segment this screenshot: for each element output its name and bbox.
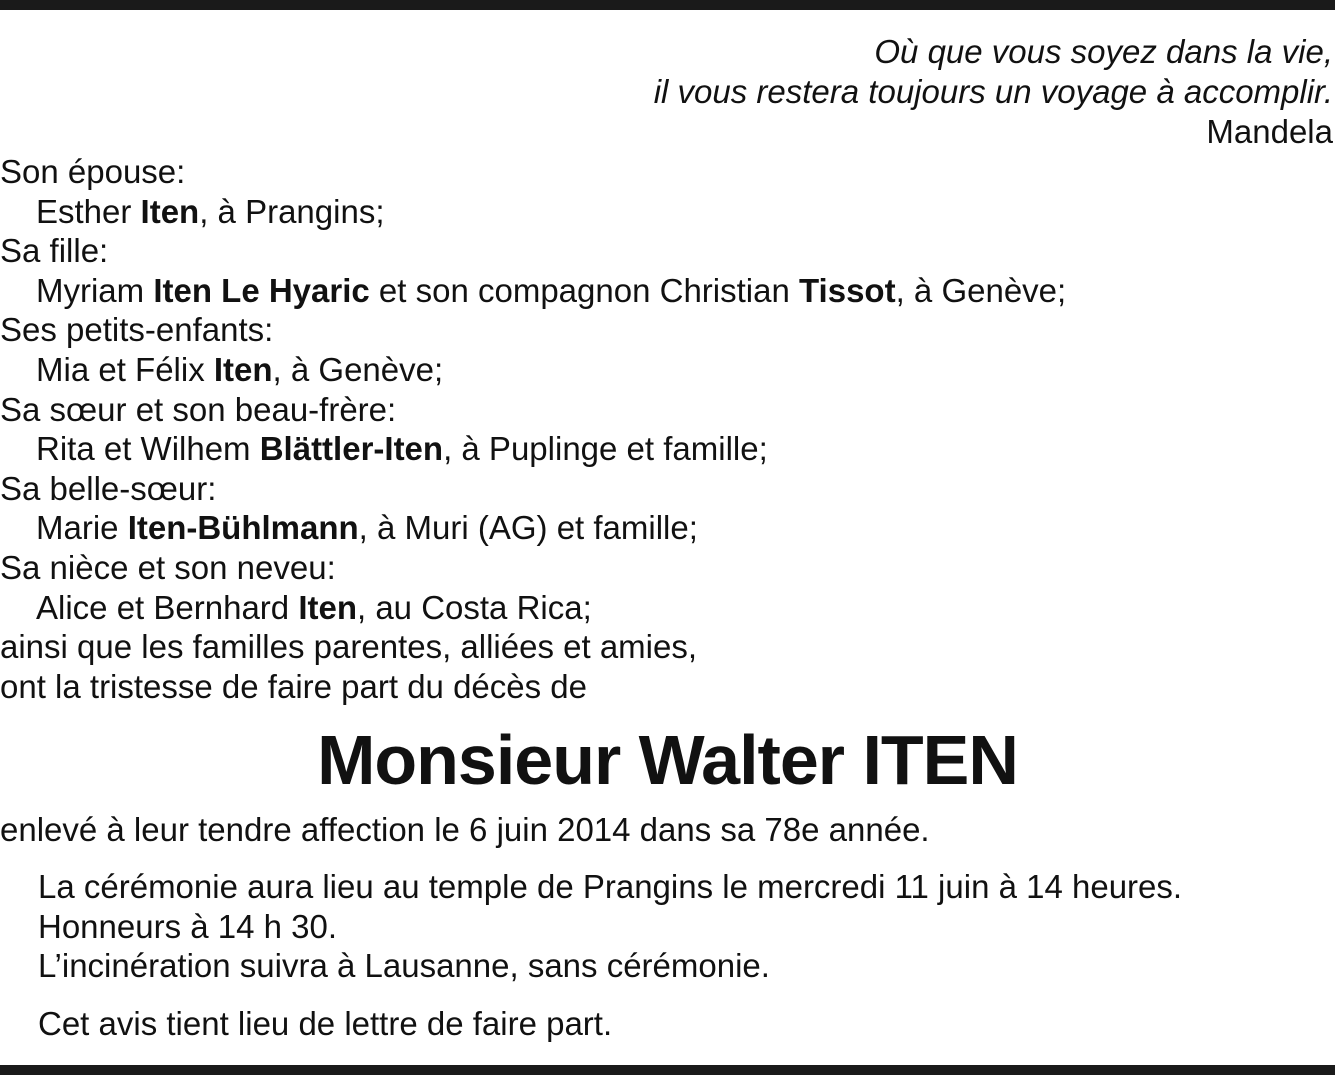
family-name: Blättler-Iten — [259, 430, 444, 468]
notice-line: Cet avis tient lieu de lettre de faire part. — [38, 1005, 613, 1042]
ceremony-line-1: La cérémonie aura lieu au temple de Prangins le mercredi 11 juin à 14 heures. — [38, 868, 1183, 905]
family-name: Iten-Bühlmann — [127, 509, 359, 547]
family-name: Tissot — [799, 271, 896, 309]
ceremony-details — [38, 867, 1182, 986]
epigraph-quote — [654, 32, 1333, 152]
top-border-rule — [0, 0, 1335, 10]
death-date-line: enlevé à leur tendre affection le 6 juin 2014 dans sa 78e année. — [0, 811, 930, 848]
family-name: Iten Le Hyaric — [153, 271, 370, 309]
closing-line-2: ont la tristesse de faire part du décès de — [0, 667, 588, 705]
relation-label-sister-in-law: Sa belle-sœur: — [0, 469, 217, 507]
relation-label-grandchildren: Ses petits-enfants: — [0, 311, 274, 349]
quote-author: Mandela — [1206, 113, 1333, 150]
bottom-border-rule — [0, 1065, 1335, 1075]
family-list — [0, 152, 1335, 706]
family-name: Iten — [140, 192, 200, 230]
relation-label-spouse: Son épouse: — [0, 153, 186, 190]
family-member-daughter: Myriam Iten Le Hyaric et son compagnon Christian Tissot, à Genève; — [36, 271, 1067, 309]
family-member-grandchildren: Mia et Félix Iten, à Genève; — [36, 350, 444, 388]
quote-line-2: il vous restera toujours un voyage à accomplir. — [653, 73, 1333, 110]
family-member-sister: Rita et Wilhem Blättler-Iten, à Puplinge et famille; — [36, 430, 768, 468]
closing-line-1: ainsi que les familles parentes, alliées et amies, — [0, 628, 698, 666]
family-name: Iten — [298, 588, 357, 626]
family-member-spouse: Esther Iten, à Prangins; — [36, 192, 385, 230]
relation-label-niece-nephew: Sa nièce et son neveu: — [0, 548, 336, 586]
quote-line-1: Où que vous soyez dans la vie, — [874, 33, 1333, 70]
family-member-niece-nephew: Alice et Bernhard Iten, au Costa Rica; — [36, 588, 592, 626]
family-member-sister-in-law: Marie Iten-Bühlmann, à Muri (AG) et famille; — [36, 509, 698, 547]
relation-label-sister: Sa sœur et son beau-frère: — [0, 390, 397, 428]
deceased-name: Monsieur Walter ITEN — [317, 721, 1018, 799]
relation-label-daughter: Sa fille: — [0, 232, 109, 270]
ceremony-line-2: Honneurs à 14 h 30. — [38, 907, 338, 945]
ceremony-line-3: L’incinération suivra à Lausanne, sans cérémonie. — [38, 947, 770, 984]
family-name: Iten — [213, 350, 273, 388]
